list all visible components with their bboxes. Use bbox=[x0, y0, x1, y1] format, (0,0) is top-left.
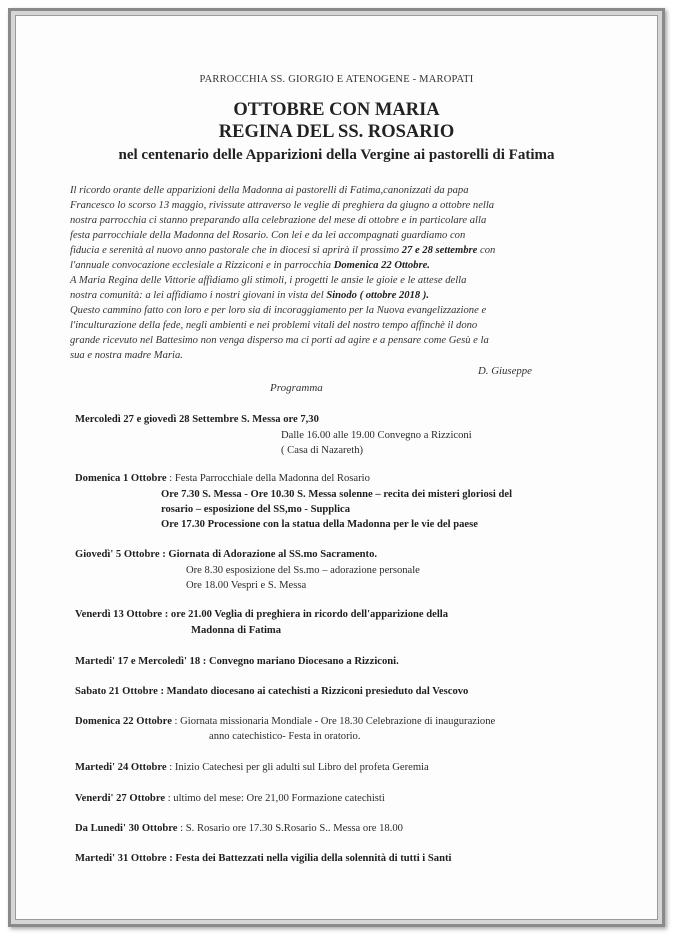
event-8 bbox=[75, 762, 429, 773]
intro-line: Il ricordo orante delle apparizioni della Madonna ai pastorelli di Fatima,canonizzati da papa bbox=[70, 185, 469, 196]
event-text: Sabato 21 Ottobre : Mandato diocesano ai catechisti a Rizziconi presieduto dal Vescovo bbox=[75, 686, 469, 697]
parish-name: PARROCCHIA SS. GIORGIO E ATENOGENE - MAROPATI bbox=[199, 74, 474, 85]
event-text: Ore 17.30 Processione con la statua della Madonna per le vie del paese bbox=[161, 519, 478, 530]
subtitle: nel centenario delle Apparizioni della Vergine ai pastorelli di Fatima bbox=[118, 147, 555, 163]
event-text: : Festa Parrocchiale della Madonna del Rosario bbox=[166, 473, 370, 484]
event-10 bbox=[75, 823, 403, 834]
event-6 bbox=[75, 686, 468, 697]
event-text: Madonna di Fatima bbox=[191, 625, 282, 636]
event-4-detail bbox=[191, 625, 281, 636]
event-7 bbox=[75, 716, 495, 727]
signature: D. Giuseppe bbox=[478, 365, 532, 377]
intro-line: nostra parrocchia ci stanno preparando alla celebrazione del mese di ottobre e in particolare alla bbox=[70, 215, 487, 226]
intro-text: fiducia e serenità al nuovo anno pastorale che in diocesi si aprirà il prossimo bbox=[70, 245, 402, 256]
event-3-detail: Ore 18.00 Vespri e S. Messa bbox=[186, 580, 307, 591]
intro-text: nostra comunità: a lei affidiamo i nostri giovani in vista del bbox=[70, 290, 327, 301]
event-text: Venerdì 13 Ottobre : ore 21.00 Veglia di preghiera in ricordo dell'apparizione della bbox=[75, 609, 449, 620]
event-date: Martedi' 24 Ottobre bbox=[75, 762, 167, 773]
event-text: : Inizio Catechesi per gli adulti sul Libro del profeta Geremia bbox=[166, 762, 429, 773]
intro-line: festa parrocchiale della Madonna del Rosario. Con lei e da lei accompagnati guardiamo con bbox=[70, 230, 466, 241]
event-text: Giovedì' 5 Ottobre : Giornata di Adorazione al SS.mo Sacramento. bbox=[75, 549, 378, 560]
date-highlight: Domenica 22 Ottobre. bbox=[333, 260, 430, 271]
intro-text: con bbox=[477, 245, 496, 256]
event-date: Domenica 22 Ottobre bbox=[75, 716, 172, 727]
event-2 bbox=[75, 473, 370, 484]
intro-line: A Maria Regina delle Vittorie affidiamo gli stimoli, i progetti le ansie le gioie e le attese della bbox=[70, 275, 467, 286]
intro-line: l'inculturazione della fede, negli ambienti e nei problemi vitali del nostro tempo affinchè il dono bbox=[70, 320, 478, 331]
event-text: rosario – esposizione del SS,mo - Supplica bbox=[161, 504, 351, 515]
event-4 bbox=[75, 609, 448, 620]
title-line-1: OTTOBRE CON MARIA bbox=[233, 100, 440, 120]
page-frame bbox=[8, 8, 665, 927]
program-heading: Programma bbox=[270, 382, 323, 394]
event-text: Ore 7.30 S. Messa - Ore 10.30 S. Messa solenne – recita dei misteri gloriosi del bbox=[161, 489, 513, 500]
intro-line: Francesco lo scorso 13 maggio, rivissute attraverso le veglie di preghiera da giugno a ottobre nella bbox=[70, 200, 495, 211]
intro-line bbox=[70, 243, 495, 258]
title-line-2: REGINA DEL SS. ROSARIO bbox=[218, 122, 455, 142]
event-1 bbox=[75, 414, 319, 425]
event-1-detail: Dalle 16.00 alle 19.00 Convegno a Rizziconi bbox=[281, 430, 472, 441]
intro-line: grande ricevuto nel Battesimo non venga disperso ma ci porti ad agire e a pensare come Gesù e la bbox=[70, 335, 489, 346]
dates-highlight: 27 e 28 settembre bbox=[401, 245, 478, 256]
event-text: Martedi' 31 Ottobre : Festa dei Battezzati nella vigilia della solennità di tutti i Santi bbox=[75, 853, 452, 864]
event-1-detail: ( Casa di Nazareth) bbox=[281, 445, 364, 456]
event-2-detail bbox=[161, 519, 478, 530]
event-date: Da Lunedi' 30 Ottobre bbox=[75, 823, 178, 834]
event-text: : S. Rosario ore 17.30 S.Rosario S.. Messa ore 18.00 bbox=[177, 823, 403, 834]
event-3-detail: Ore 8.30 esposizione del Ss.mo – adorazione personale bbox=[186, 565, 420, 576]
event-3 bbox=[75, 549, 377, 560]
event-date: Domenica 1 Ottobre bbox=[75, 473, 167, 484]
event-text: Mercoledì 27 e giovedì 28 Settembre S. Messa ore 7,30 bbox=[75, 414, 319, 425]
event-text: : Giornata missionaria Mondiale - Ore 18.30 Celebrazione di inaugurazione bbox=[171, 716, 496, 727]
event-2-detail bbox=[161, 489, 512, 500]
intro-text: l'annuale convocazione ecclesiale a Rizziconi e in parrocchia bbox=[70, 260, 334, 271]
intro-line bbox=[70, 288, 429, 303]
event-text: : ultimo del mese: Ore 21,00 Formazione catechisti bbox=[165, 793, 385, 804]
event-7-detail: anno catechistico- Festa in oratorio. bbox=[209, 731, 361, 742]
event-2-detail bbox=[161, 504, 350, 515]
event-11 bbox=[75, 853, 451, 864]
event-9 bbox=[75, 793, 385, 804]
event-text: Martedi' 17 e Mercoledì' 18 : Convegno mariano Diocesano a Rizziconi. bbox=[75, 656, 399, 667]
event-5 bbox=[75, 656, 399, 667]
intro-line: Questo cammino fatto con loro e per loro sia di incoraggiamento per la Nuova evangelizzazione e bbox=[70, 305, 487, 316]
intro-line: sua e nostra madre Maria. bbox=[70, 350, 183, 361]
synod-highlight: Sinodo ( ottobre 2018 ). bbox=[326, 290, 430, 301]
intro-line bbox=[70, 258, 430, 273]
event-date: Venerdi' 27 Ottobre bbox=[75, 793, 166, 804]
